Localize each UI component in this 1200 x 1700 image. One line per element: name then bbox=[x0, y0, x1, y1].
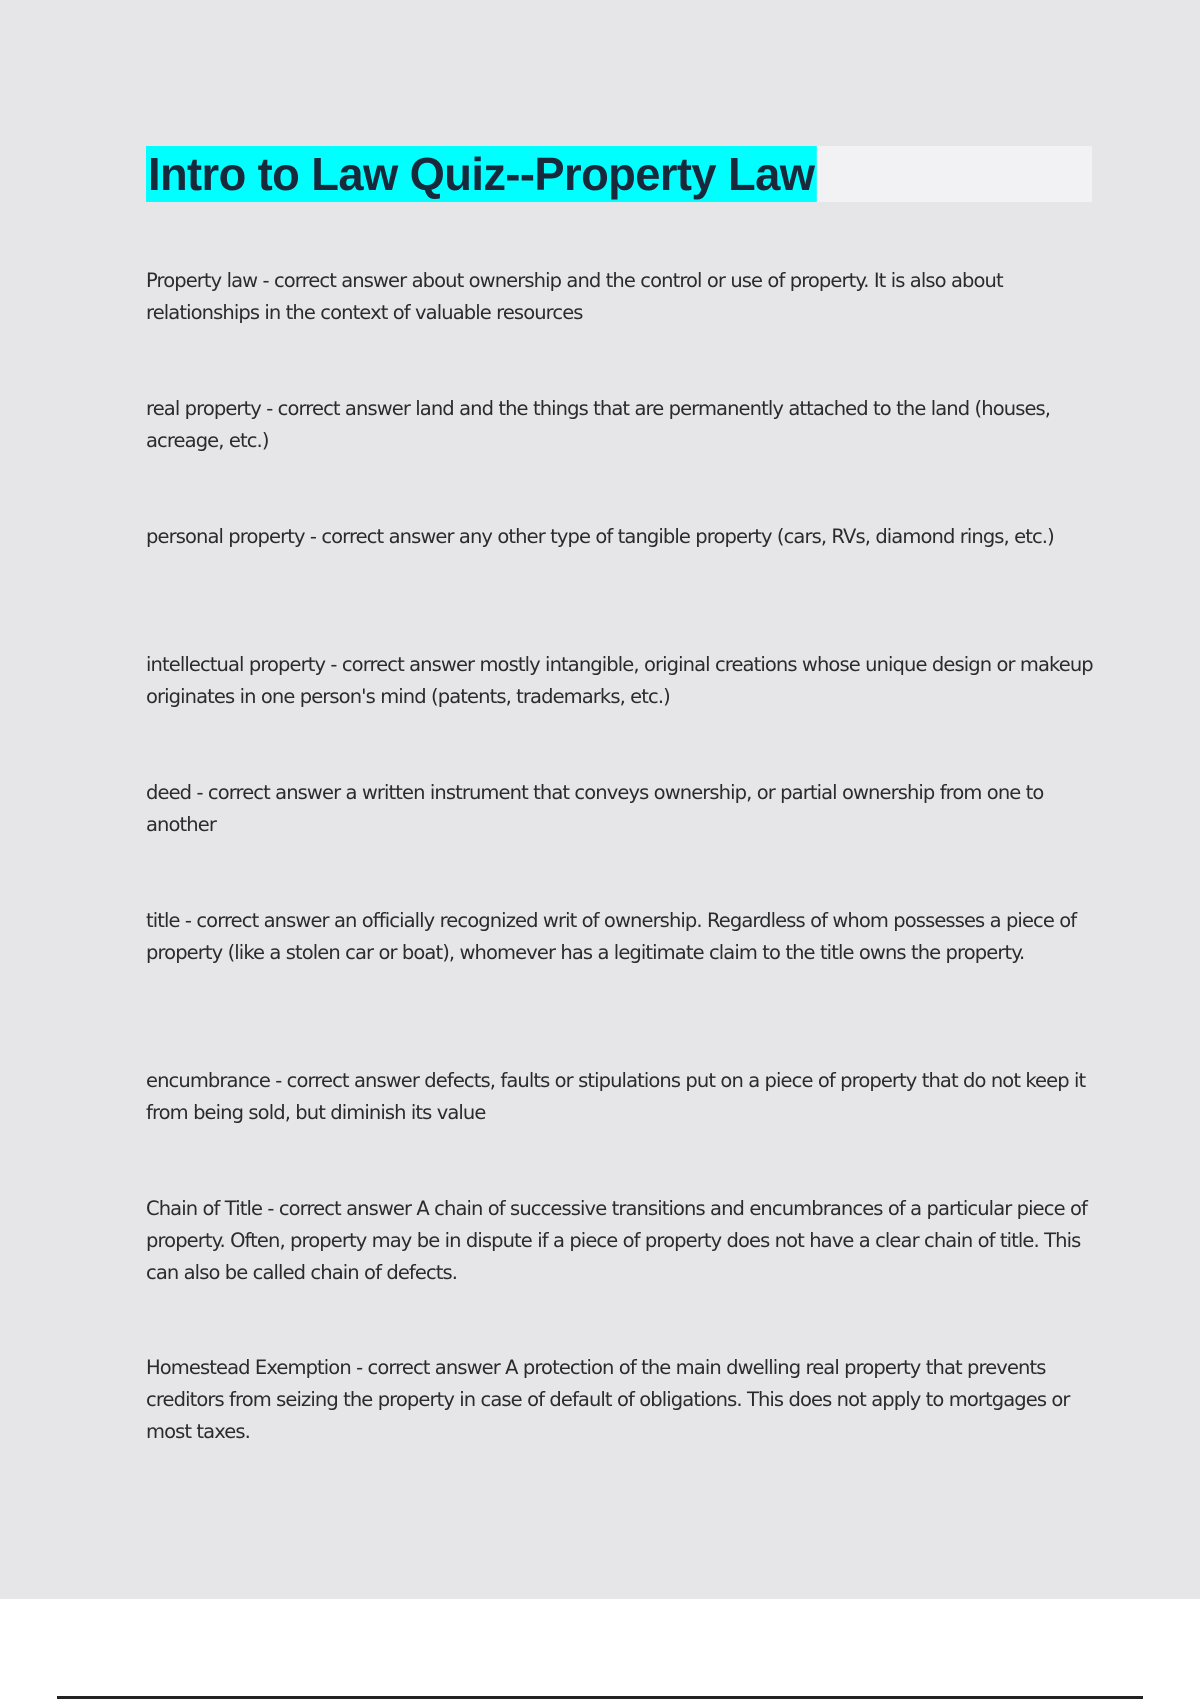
entry-intellectual-property: intellectual property - correct answer mostly intangible, original creations whose unique design or makeup originates in one person's mind (patents, trademarks, etc.) bbox=[146, 653, 1093, 708]
entry-real-property: real property - correct answer land and the things that are permanently attached to the land (houses, acreage, etc.) bbox=[146, 397, 1051, 452]
page-title: Intro to Law Quiz--Property Law bbox=[147, 148, 815, 200]
footer-divider bbox=[57, 1696, 1143, 1699]
entry-property-law: Property law - correct answer about ownership and the control or use of property. It is also about relationships in the context of valuable resources bbox=[146, 269, 1003, 324]
entry-chain-of-title: Chain of Title - correct answer A chain of successive transitions and encumbrances of a particular piece of property. Often, property may be in dispute if a piece of property does not have a clear chain of title. This can also be called chain of defects. bbox=[146, 1197, 1087, 1284]
entry-deed: deed - correct answer a written instrument that conveys ownership, or partial ownership from one to another bbox=[146, 781, 1044, 836]
entry-personal-property: personal property - correct answer any other type of tangible property (cars, RVs, diamond rings, etc.) bbox=[146, 525, 1054, 548]
entry-encumbrance: encumbrance - correct answer defects, faults or stipulations put on a piece of property that do not keep it from being sold, but diminish its value bbox=[146, 1069, 1086, 1124]
entry-title: title - correct answer an officially recognized writ of ownership. Regardless of whom possesses a piece of property (like a stolen car or boat), whomever has a legitimate claim to the title owns the property. bbox=[146, 909, 1077, 964]
entry-homestead-exemption: Homestead Exemption - correct answer A protection of the main dwelling real property that prevents creditors from seizing the property in case of default of obligations. This does not apply to mortgages or most taxes. bbox=[146, 1356, 1070, 1443]
